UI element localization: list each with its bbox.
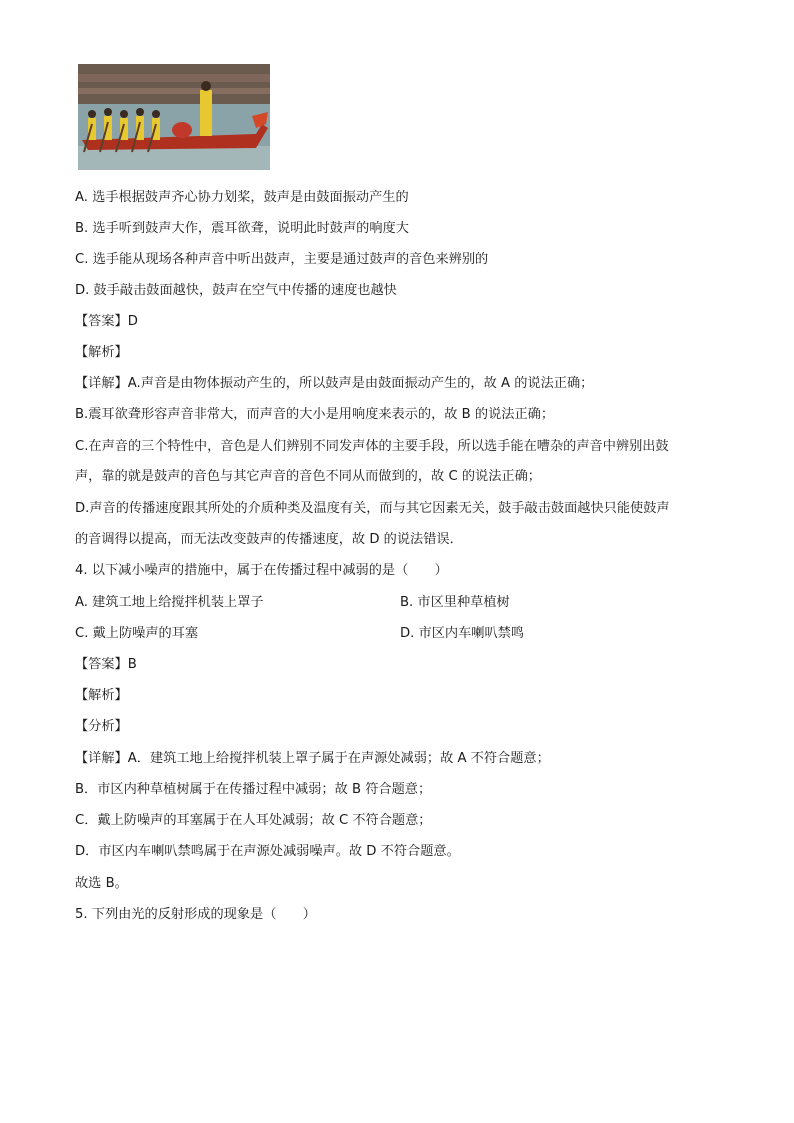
q5-stem: 5. 下列由光的反射形成的现象是（ ） xyxy=(75,907,316,922)
q4-option-c: C. 戴上防噪声的耳塞 xyxy=(75,626,199,641)
q4-option-d: D. 市区内车喇叭禁鸣 xyxy=(400,626,525,641)
q3-answer: 【答案】D xyxy=(75,314,138,329)
q3-option-d: D. 鼓手敲击鼓面越快，鼓声在空气中传播的速度也越快 xyxy=(75,283,397,298)
q3-detail-line: 【详解】A.声音是由物体振动产生的，所以鼓声是由鼓面振动产生的，故 A 的说法正确； xyxy=(75,376,594,391)
dragon-boat-photo xyxy=(78,64,270,170)
q3-analysis-label: 【解析】 xyxy=(75,345,128,360)
q3-option-c: C. 选手能从现场各种声音中听出鼓声，主要是通过鼓声的音色来辨别的 xyxy=(75,252,489,267)
q4-detail-line: 【详解】A．建筑工地上给搅拌机装上罩子属于在声源处减弱；故 A 不符合题意； xyxy=(75,751,550,766)
q3-option-a: A. 选手根据鼓声齐心协力划桨，鼓声是由鼓面振动产生的 xyxy=(75,190,409,205)
q4-detail-line: C．戴上防噪声的耳塞属于在人耳处减弱；故 C 不符合题意； xyxy=(75,813,432,828)
q4-fenxi-label: 【分析】 xyxy=(75,719,128,734)
q4-conclusion: 故选 B。 xyxy=(75,876,128,891)
q4-detail-line: B．市区内种草植树属于在传播过程中减弱；故 B 符合题意； xyxy=(75,782,432,797)
q4-option-b: B. 市区里种草植树 xyxy=(400,595,510,610)
q3-option-b: B. 选手听到鼓声大作，震耳欲聋，说明此时鼓声的响度大 xyxy=(75,221,409,236)
q3-detail-line: C.在声音的三个特性中，音色是人们辨别不同发声体的主要手段，所以选手能在嘈杂的声音中辨别出鼓 xyxy=(75,439,669,454)
q3-detail-line: 声，靠的就是鼓声的音色与其它声音的音色不同从而做到的，故 C 的说法正确； xyxy=(75,469,541,484)
q4-detail-line: D．市区内车喇叭禁鸣属于在声源处减弱噪声。故 D 不符合题意。 xyxy=(75,844,460,859)
q3-detail-line: B.震耳欲聋形容声音非常大，而声音的大小是用响度来表示的，故 B 的说法正确； xyxy=(75,407,555,422)
q4-answer: 【答案】B xyxy=(75,657,137,672)
q4-stem: 4. 以下减小噪声的措施中，属于在传播过程中减弱的是（ ） xyxy=(75,563,448,578)
q4-option-a: A. 建筑工地上给搅拌机装上罩子 xyxy=(75,595,264,610)
q3-detail-line: 的音调得以提高，而无法改变鼓声的传播速度，故 D 的说法错误． xyxy=(75,532,463,547)
q4-analysis-label: 【解析】 xyxy=(75,688,128,703)
q3-detail-line: D.声音的传播速度跟其所处的介质种类及温度有关，而与其它因素无关，鼓手敲击鼓面越快只能使鼓声 xyxy=(75,501,670,516)
